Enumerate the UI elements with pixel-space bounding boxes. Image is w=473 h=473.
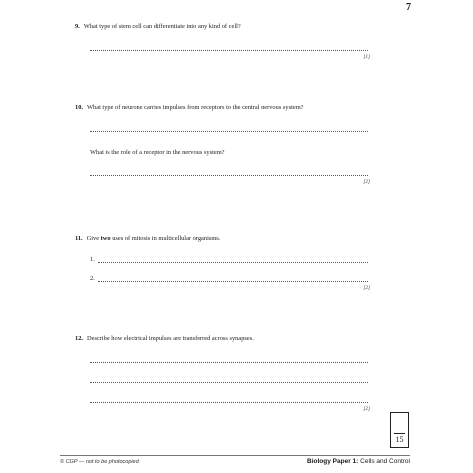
question-11 bbox=[75, 235, 220, 242]
question-number: 12. bbox=[75, 335, 83, 342]
question-text: Give two uses of mitosis in multicellular organisms. bbox=[86, 235, 221, 242]
marks-label: [2] bbox=[363, 179, 370, 185]
score-divider bbox=[394, 433, 405, 434]
answer-line[interactable] bbox=[90, 175, 368, 176]
question-text: What type of stem cell can differentiate into any kind of cell? bbox=[83, 23, 241, 30]
answer-line[interactable] bbox=[90, 362, 368, 363]
question-text: Describe how electrical impulses are transferred across synapses. bbox=[87, 335, 254, 342]
marks-label: [2] bbox=[363, 406, 370, 412]
score-total: 15 bbox=[395, 435, 404, 444]
answer-line[interactable] bbox=[90, 382, 368, 383]
question-number: 11. bbox=[75, 235, 83, 242]
question-text: What type of neurone carries impulses from receptors to the central nervous system? bbox=[87, 104, 304, 111]
score-box bbox=[390, 412, 409, 448]
question-12 bbox=[75, 335, 254, 342]
marks-label: [2] bbox=[363, 285, 370, 291]
question-number: 9. bbox=[75, 23, 80, 30]
marks-label: [1] bbox=[363, 54, 370, 60]
sub-question-text: What is the role of a receptor in the nervous system? bbox=[90, 149, 225, 156]
footer-divider bbox=[60, 455, 410, 456]
question-number: 10. bbox=[75, 104, 83, 111]
footer-copyright: © CGP — not to be photocopied bbox=[60, 459, 139, 465]
answer-line[interactable] bbox=[90, 50, 368, 51]
item-number: 1. bbox=[90, 256, 95, 263]
answer-line[interactable] bbox=[90, 402, 368, 403]
item-number: 2. bbox=[90, 275, 95, 282]
question-9 bbox=[75, 23, 241, 30]
emphasis-text: two bbox=[100, 235, 111, 242]
answer-line[interactable] bbox=[90, 131, 368, 132]
footer-paper-title: Biology Paper 1: Cells and Control bbox=[307, 458, 410, 465]
page-number: 7 bbox=[406, 2, 411, 13]
question-10 bbox=[75, 104, 304, 111]
